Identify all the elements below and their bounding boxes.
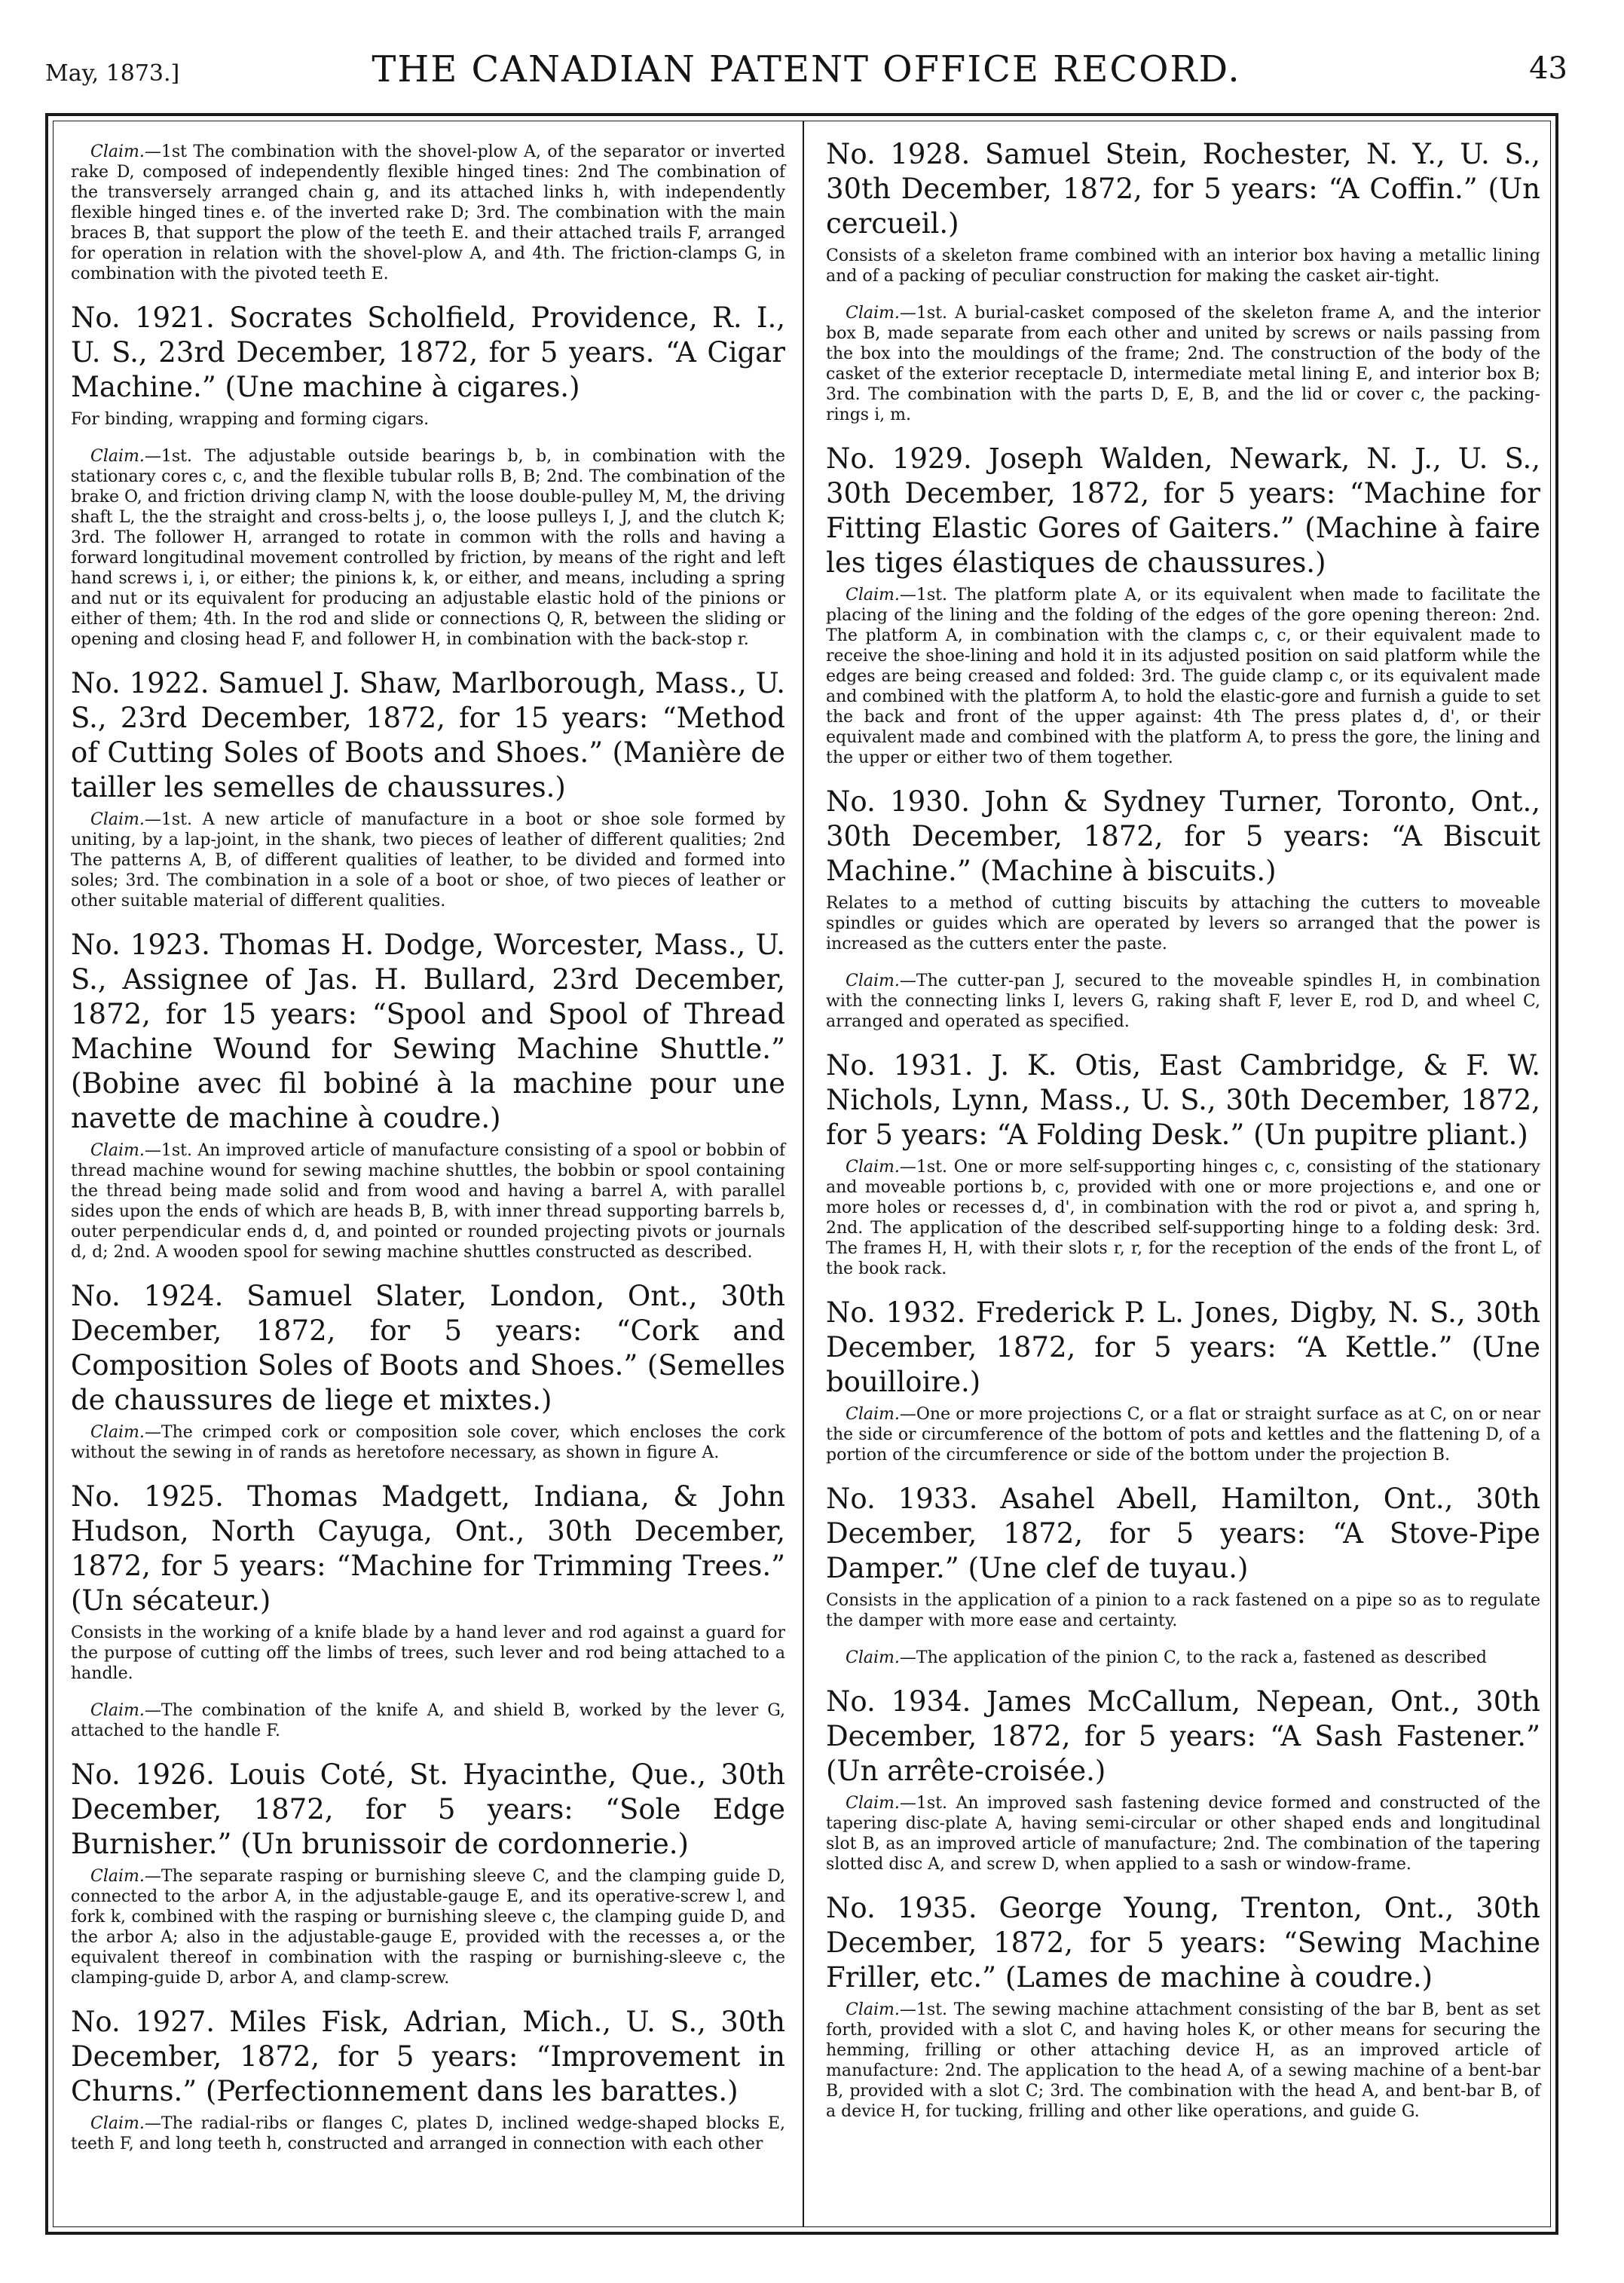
entry-description: Relates to a method of cutting biscuits by attaching the cutters to moveable spindles or guides which are operated by levers so arranged that the power is increased as the cutters enter the paste. — [826, 894, 1540, 953]
entry-description: Consists of a skeleton frame combined with an interior box having a metallic lining and of a packing of peculiar construction for making the casket air-tight. — [826, 246, 1540, 286]
entry-heading: No. 1932. Frederick P. L. Jones, Digby, N. S., 30th December, 1872, for 5 years: “A Kettle.” (Une bouilloire.) — [826, 1296, 1540, 1398]
entry-claim: Claim.—One or more projections C, or a flat or straight surface as at C, on or near the side or circumference of the bottom of pots and kettles and the flattening D, of a portion of the circumference or side of the bottom under the projection B. — [826, 1405, 1540, 1464]
patent-entry — [71, 2005, 785, 2154]
patent-entry — [826, 1296, 1540, 1465]
entry-claim: Claim.—The crimped cork or composition sole cover, which encloses the cork without the sewing in of rands as heretofore necessary, as shown in figure A. — [71, 1423, 785, 1462]
entry-claim: Claim.—The radial-ribs or flanges C, plates D, inclined wedge-shaped blocks E, teeth F, and long teeth h, constructed and arranged in connection with each other — [71, 2114, 785, 2153]
entry-description: Consists in the application of a pinion to a rack fastened on a pipe so as to regulate the damper with more ease and certainty. — [826, 1591, 1540, 1630]
entry-heading: No. 1931. J. K. Otis, East Cambridge, & F. W. Nichols, Lynn, Mass., U. S., 30th December, 1872, for 5 years: “A Folding Desk.” (Un pupitre pliant.) — [826, 1049, 1540, 1151]
right-column — [826, 137, 1540, 2138]
patent-entry — [71, 1758, 785, 1988]
entry-heading: No. 1925. Thomas Madgett, Indiana, & John Hudson, North Cayuga, Ont., 30th December, 1872, for 5 years: “Machine for Trimming Trees.” (Un sécateur.) — [71, 1480, 785, 1617]
entry-heading: No. 1921. Socrates Scholfield, Providence, R. I., U. S., 23rd December, 1872, for 5 years. “A Cigar Machine.” (Une machine à cigares.) — [71, 301, 785, 403]
entry-claim: Claim.—The application of the pinion C, to the rack a, fastened as described — [846, 1648, 1487, 1667]
entry-heading: No. 1933. Asahel Abell, Hamilton, Ont., 30th December, 1872, for 5 years: “A Stove-Pipe Damper.” (Une clef de tuyau.) — [826, 1483, 1540, 1584]
patent-entry — [826, 1891, 1540, 2122]
patent-entry — [71, 666, 785, 911]
patent-entry — [71, 1279, 785, 1463]
page-header — [45, 44, 1567, 104]
entry-heading: No. 1930. John & Sydney Turner, Toronto, Ont., 30th December, 1872, for 5 years: “A Biscuit Machine.” (Machine à biscuits.) — [826, 785, 1540, 887]
entry-heading: No. 1923. Thomas H. Dodge, Worcester, Mass., U. S., Assignee of Jas. H. Bullard, 23rd December, 1872, for 15 years: “Spool and Spool of Thread Machine Wound for Sewing Machine Shuttle.” (Bobine avec fil bobiné à la machine pour une navette de machine à coudre.) — [71, 929, 785, 1134]
entry-heading: No. 1935. George Young, Trenton, Ont., 30th December, 1872, for 5 years: “Sewing Machine Friller, etc.” (Lames de machine à coudre.) — [826, 1892, 1540, 1994]
entry-claim: Claim.—1st. An improved sash fastening device formed and constructed of the tapering disc-plate A, having semi-circular or other shaped ends and longitudinal slot B, as an improved article of manufacture; 2nd. The combination of the tapering slotted disc A, and screw D, when applied to a sash or window-frame. — [826, 1794, 1540, 1874]
patent-entry — [71, 142, 785, 284]
entry-claim: Claim.—The cutter-pan J, secured to the moveable spindles H, in combination with the connecting links I, levers G, raking shaft F, lever E, rod D, and wheel C, arranged and operated as specified. — [826, 972, 1540, 1031]
entry-heading: No. 1924. Samuel Slater, London, Ont., 30th December, 1872, for 5 years: “Cork and Composition Soles of Boots and Shoes.” (Semelles de chaussures de liege et mixtes.) — [71, 1280, 785, 1416]
entry-heading: No. 1929. Joseph Walden, Newark, N. J., U. S., 30th December, 1872, for 5 years: “Machine for Fitting Elastic Gores of Gaiters.” (Machine à faire les tiges élastiques de chaussures.) — [826, 442, 1540, 579]
left-column — [71, 137, 785, 2171]
entry-claim: Claim.—1st. One or more self-supporting hinges c, c, consisting of the stationary and moveable portions b, c, provided with one or more projections e, and one or more holes or recesses d, d', in combination with the rod or pivot a, and spring h, 2nd. The application of the described self-supporting hinge to a folding desk: 3rd. The frames H, H, with their slots r, r, for the reception of the ends of the front L, of the book rack. — [826, 1158, 1540, 1278]
entry-heading: No. 1926. Louis Coté, St. Hyacinthe, Que., 30th December, 1872, for 5 years: “Sole Edge Burnisher.” (Un brunissoir de cordonnerie.) — [71, 1758, 785, 1860]
entry-claim: Claim.—1st. The platform plate A, or its equivalent when made to facilitate the placing of the lining and the folding of the edges of the gore opening thereon: 2nd. The platform A, in combination with the clamps c, c, or their equivalent made to receive the shoe-lining and hold it in its adjusted position on said platform while the edges are being creased and folded: 3rd. The guide clamp c, or its equivalent made and combined with the platform A, to hold the elastic-gore and furnish a guide to set the back and front of the upper against: 4th The press plates d, d', or their equivalent made and combined with the platform A, to press the gore, the lining and the upper or either two of them together. — [826, 586, 1540, 767]
patent-entry — [826, 1685, 1540, 1874]
patent-entry — [71, 928, 785, 1262]
entry-claim: Claim.—1st. The adjustable outside bearings b, b, in combination with the stationary cores c, c, and the flexible tubular rolls B, B; 2nd. The combination of the brake O, and friction driving clamp N, with the loose double-pulley M, M, the driving shaft L, the the straight and cross-belts j, o, the loose pulleys I, J, and the clutch K; 3rd. The follower H, arranged to rotate in common with the rolls and having a forward longitudinal movement controlled by friction, by means of the right and left hand screws i, i, or either; the pinions k, k, or either, and means, including a spring and nut or its equivalent for producing an adjustable elastic hold of the pinions or either of them; 4th. In the rod and slide or connections Q, R, between the sliding or opening and closing head F, and follower H, in combination with the back-stop r. — [71, 447, 785, 649]
entry-heading: No. 1934. James McCallum, Nepean, Ont., 30th December, 1872, for 5 years: “A Sash Fastener.” (Un arrête-croisée.) — [826, 1685, 1540, 1787]
entry-heading: No. 1928. Samuel Stein, Rochester, N. Y., U. S., 30th December, 1872, for 5 years: “A Coffin.” (Un cercueil.) — [826, 138, 1540, 240]
entry-claim: Claim.—1st. A new article of manufacture in a boot or shoe sole formed by uniting, by a lap-joint, in the shank, two pieces of leather of different qualities; 2nd The patterns A, B, of different qualities of leather, to be divided and formed into soles; 3rd. The combination in a sole of a boot or shoe, of two pieces of leather or other suitable material of different qualities. — [71, 810, 785, 910]
patent-entry — [826, 785, 1540, 1032]
entry-description: For binding, wrapping and forming cigars. — [71, 410, 430, 429]
patent-entry — [826, 442, 1540, 768]
journal-title: THE CANADIAN PATENT OFFICE RECORD. — [372, 48, 1241, 90]
patent-entry — [826, 137, 1540, 425]
patent-entry — [71, 301, 785, 650]
entry-description: Consists in the working of a knife blade by a hand lever and rod against a guard for the purpose of cutting off the limbs of trees, such lever and rod being attached to a handle. — [71, 1624, 785, 1683]
entry-claim: Claim.—1st. The sewing machine attachment consisting of the bar B, bent as set forth, provided with a slot C, and having holes K, or other means for securing the hemming, frilling or other attaching device H, as an improved article of manufacture: 2nd. The application to the head A, of a sewing machine of a bent-bar B, provided with a slot C; 3rd. The combination with the head A, and bent-bar B, of a device H, for tucking, frilling and other like operations, and guide G. — [826, 2000, 1540, 2121]
patent-entry — [826, 1048, 1540, 1279]
page-number: 43 — [1529, 51, 1567, 86]
page-frame — [45, 113, 1558, 2235]
entry-heading: No. 1922. Samuel J. Shaw, Marlborough, Mass., U. S., 23rd December, 1872, for 15 years: “Method of Cutting Soles of Boots and Shoes.” (Manière de tailler les semelles de chaussures.) — [71, 667, 785, 803]
entry-claim: Claim.—1st. An improved article of manufacture consisting of a spool or bobbin of thread machine wound for sewing machine shuttles, the bobbin or spool containing the thread being made solid and from wood and having a barrel A, with parallel sides upon the ends of which are heads B, B, with inner thread supporting barrels b, outer perpendicular ends d, d, and pointed or rounded projecting pivots or journals d, d; 2nd. A wooden spool for sewing machine shuttles constructed as described. — [71, 1141, 785, 1262]
entry-claim: Claim.—The combination of the knife A, and shield B, worked by the lever G, attached to the handle F. — [71, 1701, 785, 1740]
issue-date: May, 1873.] — [45, 60, 180, 87]
entry-claim: Claim.—1st. A burial-casket composed of the skeleton frame A, and the interior box B, made separate from each other and united by screws or nails passing from the box into the mouldings of the frame; 2nd. The construction of the body of the casket of the exterior receptacle D, intermediate metal lining E, and interior box B; 3rd. The combination with the parts D, E, B, and the lid or cover c, the packing-rings i, m. — [826, 304, 1540, 424]
entry-claim: Claim.—The separate rasping or burnishing sleeve C, and the clamping guide D, connected to the arbor A, in the adjustable-gauge E, and its operative-screw l, and fork k, combined with the rasping or burnishing sleeve c, the clamping guide D, and the arbor A; also in the adjustable-gauge E, provided with the recesses a, or the equivalent thereof in combination with the rasping or burnishing-sleeve c, the clamping-guide D, arbor A, and clamp-screw. — [71, 1867, 785, 1988]
patent-entry — [826, 1482, 1540, 1668]
entry-claim: Claim.—1st The combination with the shovel-plow A, of the separator or inverted rake D, composed of independently flexible hinged tines: 2nd The combination of the transversely arranged chain g, and its attached links h, with independently flexible hinged tines e. of the inverted rake D; 3rd. The combination with the main braces B, that support the plow of the teeth E. and their attached trails F, arranged for operation in relation with the shovel-plow A, and 4th. The friction-clamps G, in combination with the pivoted teeth E. — [71, 142, 785, 283]
entry-heading: No. 1927. Miles Fisk, Adrian, Mich., U. S., 30th December, 1872, for 5 years: “Improvement in Churns.” (Perfectionnement dans les barattes.) — [71, 2006, 785, 2107]
column-divider — [803, 121, 804, 2227]
patent-entry — [71, 1480, 785, 1741]
